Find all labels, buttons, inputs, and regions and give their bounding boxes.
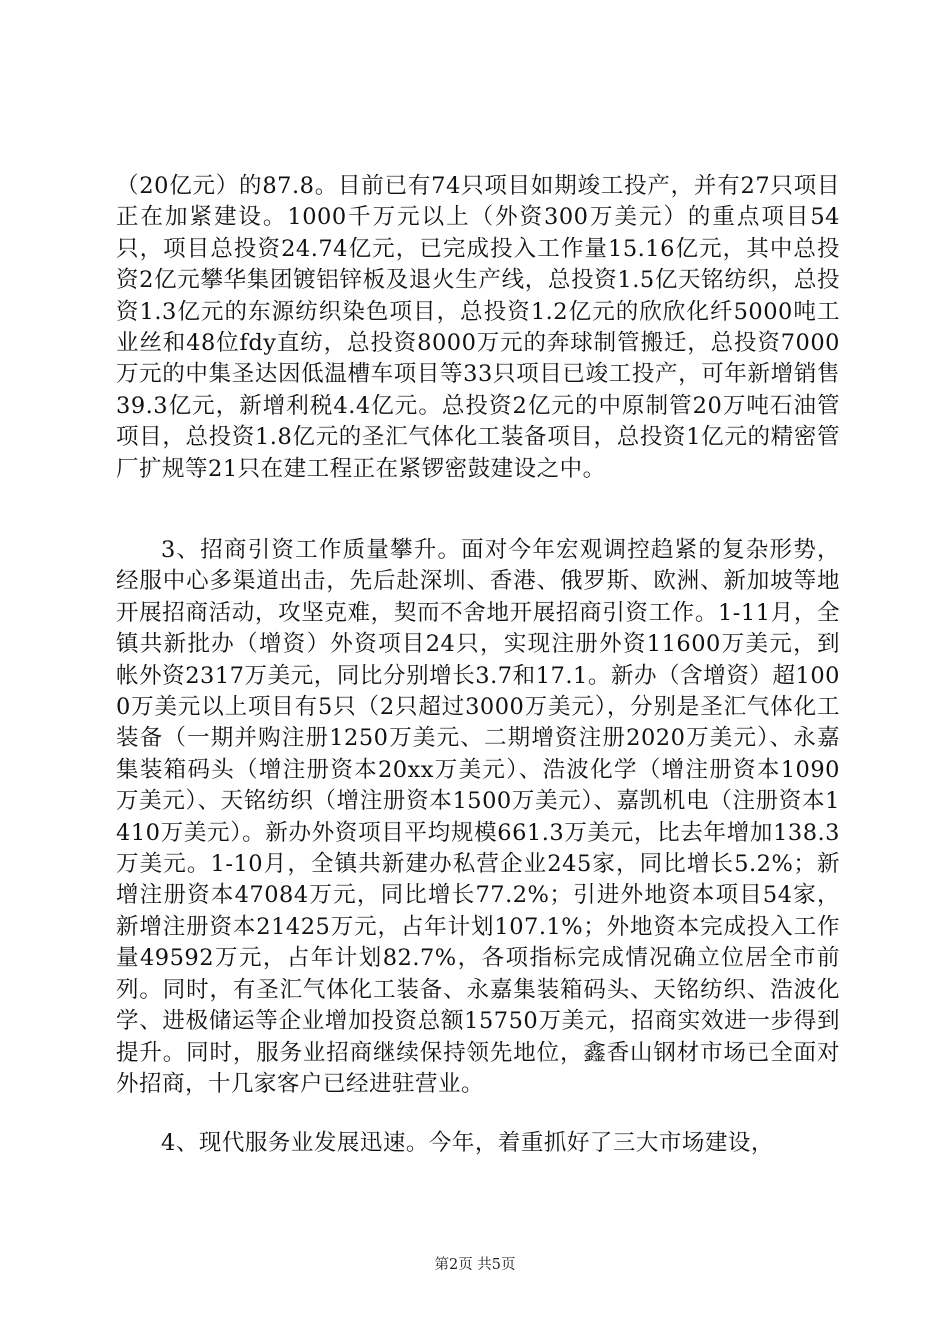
paragraph-project-progress: （20亿元）的87.8。目前已有74只项目如期竣工投产，并有27只项目正在加紧建设。1000千万元以上（外资300万美元）的重点项目54只，项目总投资24.74亿元，已完成投入工作量15.16亿元，其中总投资2亿元攀华集团镀铝锌板及退火生产线，总投资1.5亿天铭纺织，总投资1.3亿元的东源纺织染色项目，总投资1.2亿元的欣欣化纤5000吨工业丝和48位fdy直纺，总投资8000万元的奔球制管搬迁，总投资7000万元的中集圣达因低温槽车项目等33只项目已竣工投产，可年新增销售39.3亿元，新增利税4.4亿元。总投资2亿元的中原制管20万吨石油管项目，总投资1.8亿元的圣汇气体化工装备项目，总投资1亿元的精密管厂扩规等21只在建工程正在紧锣密鼓建设之中。: [116, 173, 840, 482]
body-section-investment: [116, 535, 840, 1100]
body-section-continued: [116, 171, 840, 485]
body-section-services: [116, 1128, 840, 1159]
paragraph-modern-services: 4、现代服务业发展迅速。今年，着重抓好了三大市场建设，: [161, 1130, 774, 1156]
page-footer: 第2页 共5页: [434, 1257, 516, 1273]
paragraph-investment-attraction: 3、招商引资工作质量攀升。面对今年宏观调控趋紧的复杂形势，经服中心多渠道出击，先后赴深圳、香港、俄罗斯、欧洲、新加坡等地开展招商活动，攻坚克难，契而不舍地开展招商引资工作。1-11月，全镇共新批办（增资）外资项目24只，实现注册外资11600万美元，到帐外资2317万美元，同比分别增长3.7和17.1。新办（含增资）超1000万美元以上项目有5只（2只超过3000万美元），分别是圣汇气体化工装备（一期并购注册1250万美元、二期增资注册2020万美元）、永嘉集装箱码头（增注册资本20xx万美元）、浩波化学（增注册资本1090万美元）、天铭纺织（增注册资本1500万美元）、嘉凯机电（注册资本1410万美元）。新办外资项目平均规模661.3万美元，比去年增加138.3万美元。1-10月，全镇共新建办私营企业245家，同比增长5.2%；新增注册资本47084万元，同比增长77.2%；引进外地资本项目54家，新增注册资本21425万元，占年计划107.1%；外地资本完成投入工作量49592万元，占年计划82.7%，各项指标完成情况确立位居全市前列。同时，有圣汇气体化工装备、永嘉集装箱码头、天铭纺织、浩波化学、进极储运等企业增加投资总额15750万美元，招商实效进一步得到提升。同时，服务业招商继续保持领先地位，鑫香山钢材市场已全面对外招商，十几家客户已经进驻营业。: [116, 537, 840, 1097]
